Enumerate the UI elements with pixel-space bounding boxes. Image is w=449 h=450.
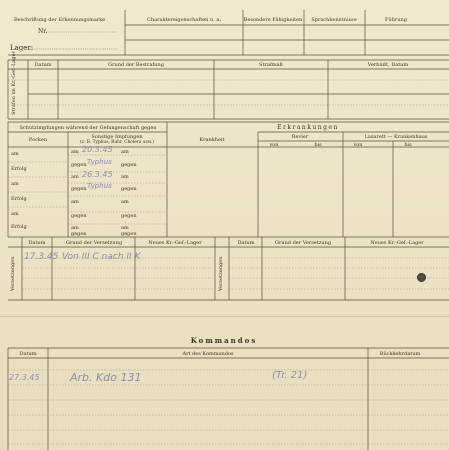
impf-row4-col0: am: [11, 211, 19, 217]
side-label-versetzungen-left: Versetzungen: [10, 256, 16, 291]
impf-row1-col1: gegen: [71, 162, 87, 168]
handwritten-kommando-date: 27.3.45: [9, 373, 40, 382]
handwritten-versetzung-text: Von III C nach II K: [62, 252, 141, 262]
handwritten-versetzung-date: 17.3.45: [24, 252, 59, 262]
impf-row3-col2: gegen: [121, 186, 137, 192]
impf-row2-col1: am: [71, 174, 79, 180]
erkrankungen-krankheit: Krankheit: [199, 137, 225, 143]
vers-left-header-neues: Neues Kr.-Gef.-Lager: [148, 240, 202, 246]
handwritten-impf-type-2: Typhus: [87, 182, 112, 190]
vers-right-header-datum: Datum: [237, 240, 255, 246]
strafen-header-verbuesst: Verbüßt, Datum: [367, 62, 409, 68]
impf-row3-col0: Erfolg: [11, 196, 27, 202]
impf-row5-col1: gegen: [71, 213, 87, 219]
impf-row4-col1: am: [71, 199, 79, 205]
punch-hole: [417, 273, 426, 282]
impf-row1-col2: gegen: [121, 162, 137, 168]
erkrankungen-revier-bis: bis: [314, 142, 322, 148]
header-fuehrung: Führung: [385, 17, 407, 23]
impf-row2-col0: am: [11, 181, 19, 187]
handwritten-kommando-note: (Tr. 21): [272, 370, 308, 381]
impf-row1-col0: Erfolg: [11, 166, 27, 172]
vers-left-header-grund: Grund der Versetzung: [65, 240, 123, 246]
impf-row0-col2: am: [121, 149, 129, 155]
kommandos-header-datum: Datum: [19, 351, 37, 357]
handwritten-impf-type-1: Typhus: [87, 158, 112, 166]
impf-row4-col2: am: [121, 199, 129, 205]
impf-row2-col2: am: [121, 174, 129, 180]
side-label-strafen: Strafen im Kr.-Gef.-Lager: [11, 51, 17, 115]
kommandos-header-art: Art des Kommandos: [182, 351, 234, 357]
strafen-header-datum: Datum: [34, 62, 52, 68]
impfungen-sonstige-1: Sonstige Impfungen: [91, 134, 143, 140]
label-nr: Nr.: [38, 28, 48, 35]
impfungen-pocken: Pocken: [28, 137, 48, 143]
kommandos-title: Kommandos: [190, 336, 258, 345]
strafen-header-grund: Grund der Bestrafung: [108, 62, 164, 68]
impfungen-sonstige-2: (z. B. Typhus, Ruhr, Cholera usw.): [80, 140, 154, 145]
vers-left-header-datum: Datum: [28, 240, 46, 246]
impf-row7-col2: gegen: [121, 231, 137, 237]
vers-right-header-grund: Grund der Versetzung: [274, 240, 332, 246]
impf-row6-col1: am: [71, 225, 79, 231]
header-charakter: Charaktereigenschaften u. a.: [147, 17, 221, 23]
impf-row7-col1: gegen: [71, 231, 87, 237]
handwritten-kommando-text: Arb. Kdo 131: [70, 371, 142, 384]
fold-line: [0, 316, 449, 317]
impf-row6-col2: am: [121, 225, 129, 231]
label-beschriftung: Beschriftung der Erkennungsmarke: [14, 17, 106, 23]
erkrankungen-revier: Revier: [291, 134, 309, 140]
impf-row5-col0: Erfolg: [11, 224, 27, 230]
impf-row5-col2: gegen: [121, 213, 137, 219]
erkrankungen-revier-von: von: [269, 142, 279, 148]
kommandos-header-rueckkehr: Rückkehrdatum: [379, 351, 421, 357]
strafen-header-strafmass: Strafmaß: [259, 62, 283, 68]
label-lager: Lager:: [10, 44, 34, 52]
header-faehigkeiten: Besondere Fähigkeiten: [243, 17, 303, 23]
handwritten-impf-date-1: 20.3.45: [82, 145, 113, 154]
erkrankungen-lazarett-bis: bis: [404, 142, 412, 148]
impf-row0-col1: am: [71, 149, 79, 155]
erkrankungen-title: Erkrankungen: [277, 124, 339, 131]
impf-row3-col1: gegen: [71, 186, 87, 192]
handwritten-impf-date-2: 26.3.45: [82, 170, 113, 179]
erkrankungen-lazarett: Lazarett — Krankenhaus: [364, 134, 428, 140]
erkrankungen-lazarett-von: von: [353, 142, 363, 148]
vers-right-header-neues: Neues Kr.-Gef.-Lager: [370, 240, 424, 246]
header-sprach: Sprachkenntnisse: [311, 17, 357, 23]
side-label-versetzungen-right: Versetzungen: [218, 256, 224, 291]
impfungen-title: Schutzimpfungen während der Gefangenschaft gegen: [19, 125, 157, 131]
impf-row0-col0: am: [11, 151, 19, 157]
